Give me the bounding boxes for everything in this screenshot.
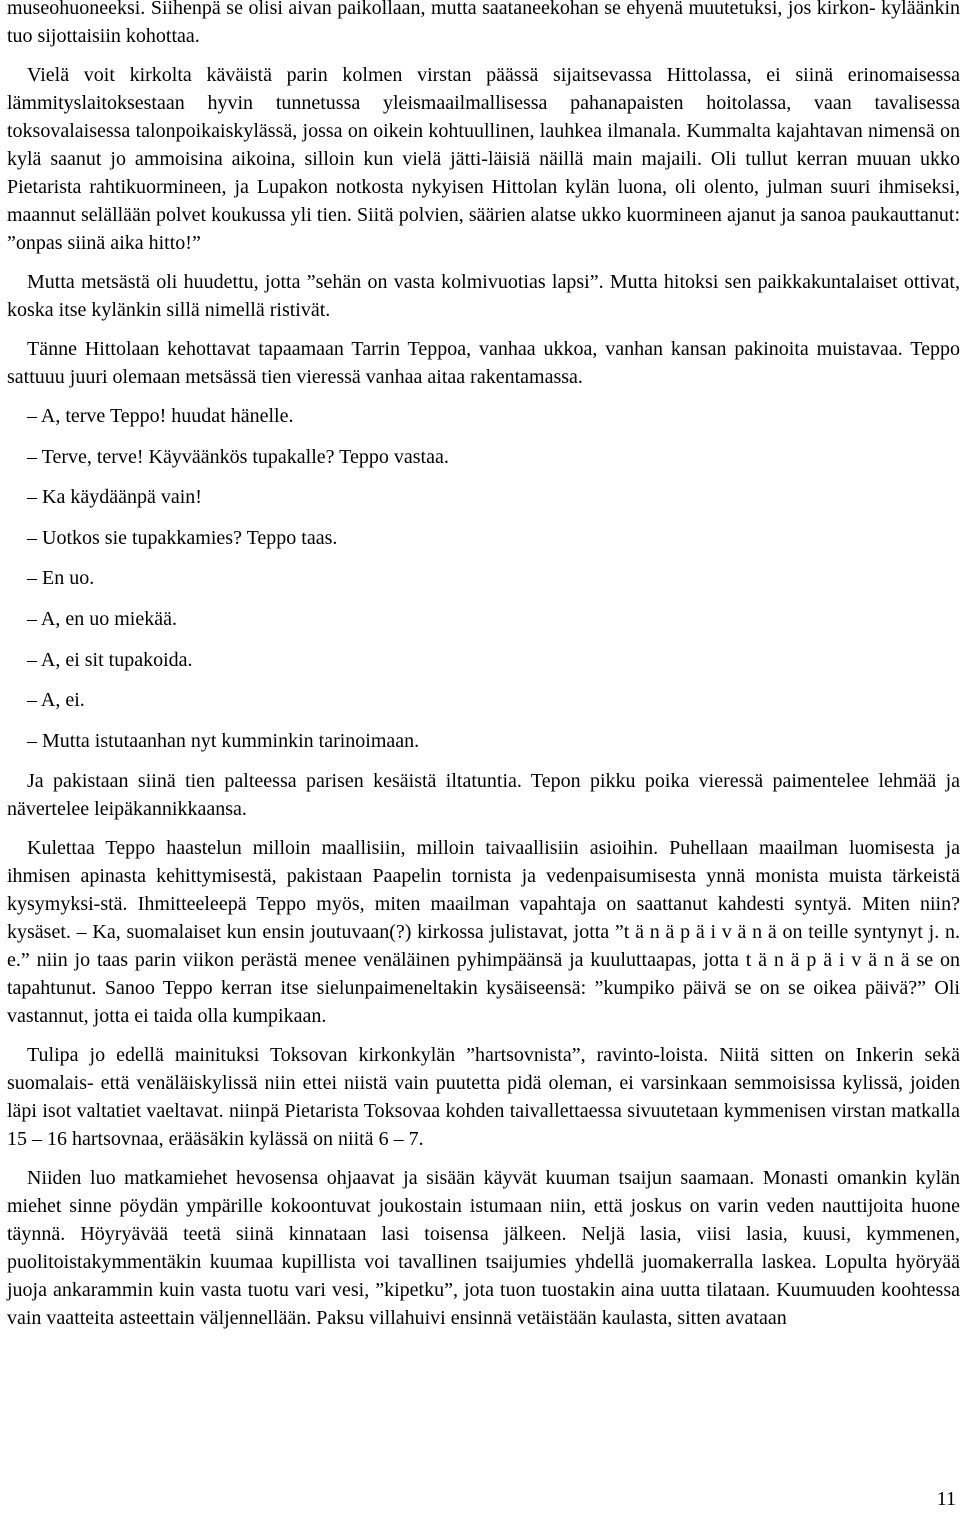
paragraph-evening-chat: Ja pakistaan siinä tien palteessa parisen kesäistä iltatuntia. Tepon pikku poika vieressä paimentelee lehmää ja nävertelee leipäkannikkaansa. bbox=[7, 770, 960, 821]
dialogue-line: – Uotkos sie tupakkamies? Teppo taas. bbox=[27, 526, 338, 549]
dialogue-line: – En uo. bbox=[27, 567, 95, 590]
paragraph-continuation: museohuoneeksi. Siihenpä se olisi aivan paikollaan, mutta saataneekohan se ehyenä muutetuksi, jos kirkon- kyläänkin tuo sijottaisiin kohottaa. bbox=[7, 0, 960, 47]
dialogue-line: – A, ei. bbox=[27, 689, 85, 712]
dialogue-line: – Mutta istutaanhan nyt kumminkin tarinoimaan. bbox=[27, 729, 420, 752]
paragraph-teppo-talk: Kulettaa Teppo haastelun milloin maallisiin, milloin taivaallisiin asioihin. Puhellaan maailman luomisesta ja ihmisen apinasta kehittymisestä, pakistaan Paapelin tornista ja vedenpaisumisesta ynnä monista muista tärkeistä kysymyksi-stä. Ihmitteeleepä Teppo myös, miten maailman vapahtaja on saattanut kahdesti syntyä. Miten niin? kysäset. – Ka, suomalaiset kun ensin joutuvaan(?) kirkossa julistavat, jotta ”t ä n ä p ä i v ä n ä on teille syntynyt j. n. e.” niin jo taas parin viikon perästä menee venäläinen pyhimpäänsä ja kuuluttaapas, jotta t ä n ä p ä i v ä n ä se on tapahtunut. Sanoo Teppo kerran itse sielunpaimeneltakin kysäiseensä: ”kumpiko päivä se on se oikea päivä?” Oli vastannut, jotta ei taida olla kumpikaan. bbox=[7, 837, 960, 1028]
paragraph-forest-shout: Mutta metsästä oli huudettu, jotta ”sehän on vasta kolmivuotias lapsi”. Mutta hitoksi sen paikkakuntalaiset ottivat, koska itse kylänkin sillä nimellä ristivät. bbox=[7, 271, 960, 321]
dialogue-line: – A, en uo miekää. bbox=[27, 607, 177, 630]
dialogue-line: – A, terve Teppo! huudat hänelle. bbox=[27, 405, 294, 427]
document-page bbox=[7, 0, 960, 1343]
paragraph-tea-drinking: Niiden luo matkamiehet hevosensa ohjaavat ja sisään käyvät kuuman tsaijun saamaan. Monasti omankin kylän miehet sinne pöydän ympärille kokoontuvat joukostain istumaan niin, että joskus on varin veden nauttijoita huone täynnä. Höyryävää teetä siinä kinnataan lasi toisensa jälkeen. Neljä lasia, viisi lasia, kuusi, kymmenen, puolitoistakymmentäkin kuumaa kupillista voi tavallinen tsaijumies yhdellä juomakerralla laskea. Lopulta hyöryää juoja ankarammin kuin vasta tuotu vari vesi, ”kipetku”, jota tuon tuostakin aina uutta tilataan. Kuumuuden koohtessa vain vaatteita asteettain väljennellään. Paksu villahuivi ensinnä vetäistään kaulasta, sitten avataan bbox=[7, 1167, 960, 1330]
dialogue-line: – Terve, terve! Käyväänkös tupakalle? Teppo vastaa. bbox=[27, 445, 449, 468]
paragraph-hartsovnat: Tulipa jo edellä mainituksi Toksovan kirkonkylän ”hartsovnista”, ravinto-loista. Niitä sitten on Inkerin sekä suomalais- että venäläiskylissä niin ettei niistä vain puutetta pidä oleman, ei varsinkaan semmoisissa kylissä, joiden läpi isot valtatiet vaeltavat. niinpä Pietarista Toksovaa kohden taivallettaessa sivuutetaan kymmenisen virstan matkalla 15 – 16 hartsovnaa, erääsäkin kylässä on niitä 6 – 7. bbox=[7, 1044, 960, 1151]
dialogue-line: – A, ei sit tupakoida. bbox=[27, 648, 193, 671]
paragraph-teppo-intro: Tänne Hittolaan kehottavat tapaamaan Tarrin Teppoa, vanhaa ukkoa, vanhan kansan pakinoita muistavaa. Teppo sattuuu juuri olemaan metsässä tien vieressä vanhaa aitaa rakentamassa. bbox=[7, 338, 960, 388]
page-number: 11 bbox=[936, 1488, 956, 1510]
dialogue-line: – Ka käydäänpä vain! bbox=[27, 486, 202, 509]
paragraph-hittola: Vielä voit kirkolta käväistä parin kolmen virstan päässä sijaitsevassa Hittolassa, ei siinä erinomaisessa lämmityslaitoksestaan hyvin tunnetussa yleismaailmallisessa pahanapaisten hoitolassa, vaan tavalisessa toksovalaisessa talonpoikaiskylässä, jossa on oikein kohtuullinen, lauhkea ilmanala. Kummalta kajahtavan nimensä on kylä saanut jo ammoisina aikoina, silloin kun vielä jätti-läisiä näillä main majaili. Oli tullut kerran muuan ukko Pietarista rahtikuormineen, ja Lupakon notkosta nykyisen Hittolan kylän luona, oli olento, julman suuri ihmiseksi, maannut selällään polvet koukussa yli tien. Siitä polvien, säärien alatse ukko kuormineen ajanut ja sanoa paukauttanut: ”onpas siinä aika hitto!” bbox=[7, 64, 960, 254]
